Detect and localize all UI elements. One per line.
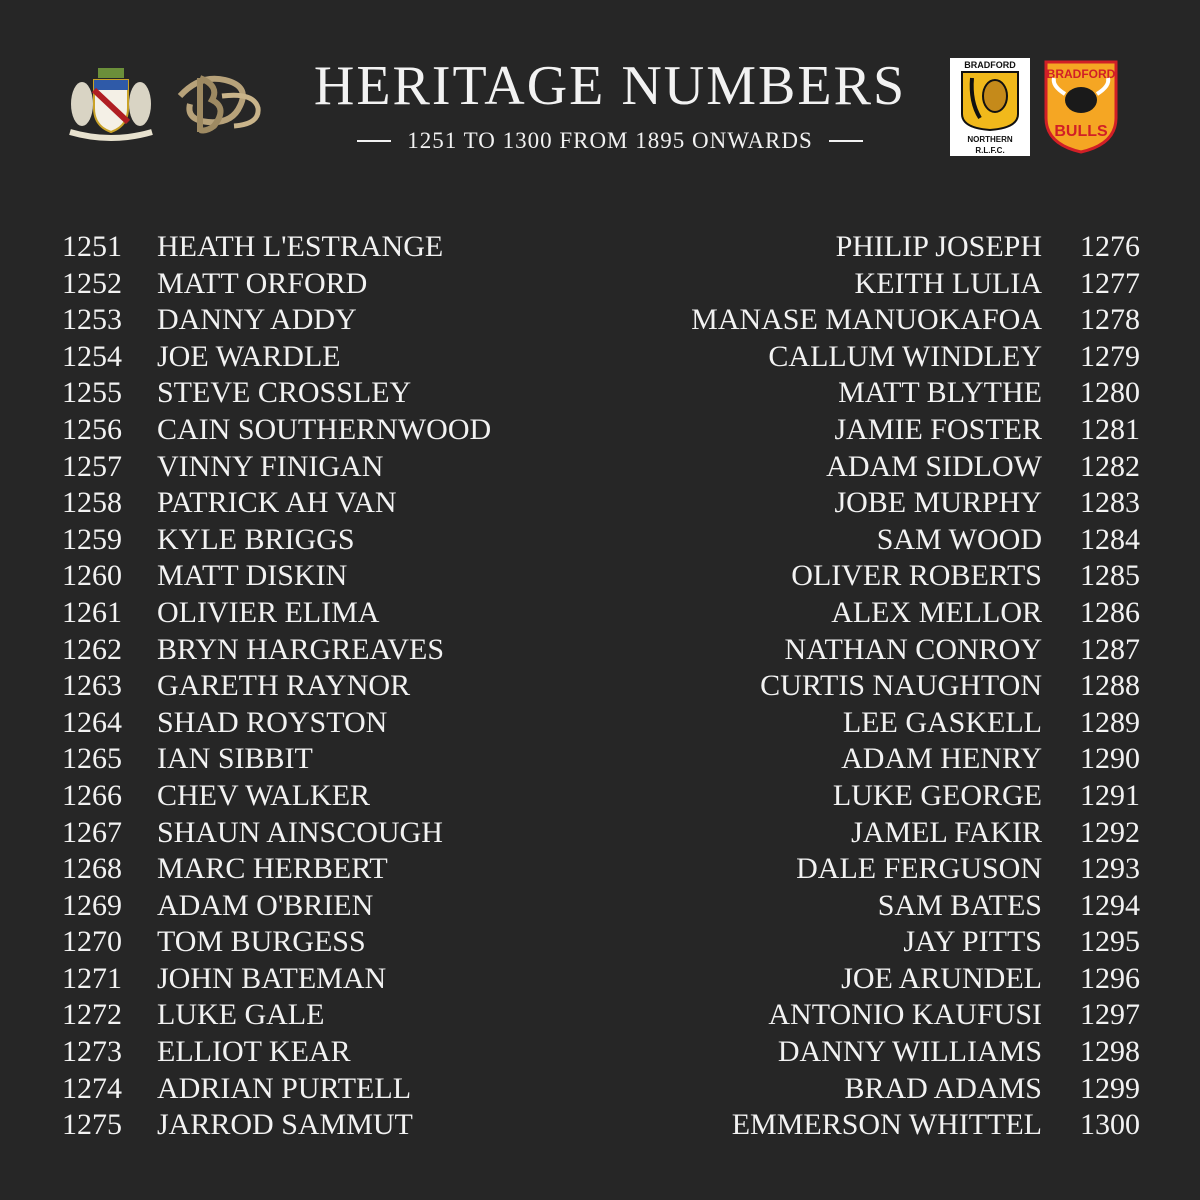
list-item [600,815,1145,852]
list-item [600,1107,1145,1144]
list-item [62,778,622,815]
player-name: STEVE CROSSLEY [157,376,412,410]
list-item [600,485,1145,522]
heritage-number: 1299 [1080,1071,1140,1105]
heritage-number: 1297 [1080,998,1140,1032]
player-name: JAMIE FOSTER [834,412,1042,446]
list-item [600,1034,1145,1071]
heritage-number: 1287 [1080,632,1140,666]
player-name: PHILIP JOSEPH [835,230,1042,263]
list-item [62,632,622,669]
player-name: MARC HERBERT [157,852,388,886]
list-item [600,302,1145,339]
list-item [600,375,1145,412]
player-name: OLIVIER ELIMA [157,595,380,629]
heritage-number: 1274 [62,1071,122,1105]
list-item [600,851,1145,888]
player-name: CHEV WALKER [157,778,371,812]
player-name: LUKE GEORGE [832,778,1042,812]
player-name: JOHN BATEMAN [157,961,387,995]
list-item [600,412,1145,449]
subtitle-text: 1251 TO 1300 FROM 1895 ONWARDS [407,128,813,153]
heritage-number: 1257 [62,449,122,483]
list-item [62,229,622,266]
heritage-number: 1284 [1080,522,1140,556]
player-name: PATRICK AH VAN [157,486,397,520]
player-name: MANASE MANUOKAFOA [691,303,1042,337]
player-name: MATT ORFORD [157,266,368,300]
list-item [62,1071,622,1108]
player-name: HEATH L'ESTRANGE [157,230,444,263]
list-item [600,741,1145,778]
list-item [62,997,622,1034]
heritage-number: 1273 [62,1035,122,1069]
player-name: CAIN SOUTHERNWOOD [157,412,492,446]
list-item [600,229,1145,266]
heritage-number: 1269 [62,888,122,922]
player-name: BRYN HARGREAVES [157,632,445,666]
heritage-number: 1280 [1080,376,1140,410]
list-item [62,815,622,852]
coat-of-arms-icon [62,62,160,142]
heritage-number: 1295 [1080,925,1140,959]
list-item [62,705,622,742]
player-name: JOE WARDLE [157,339,341,373]
list-item [600,705,1145,742]
player-name: ELLIOT KEAR [157,1035,351,1069]
list-item [62,924,622,961]
list-item [600,558,1145,595]
list-item [600,1071,1145,1108]
list-item [600,522,1145,559]
list-item [62,375,622,412]
heritage-number: 1266 [62,778,122,812]
player-name: JOBE MURPHY [834,486,1042,520]
list-item [62,522,622,559]
list-item [62,1107,622,1144]
list-item [600,924,1145,961]
player-name: VINNY FINIGAN [157,449,384,483]
heritage-number: 1285 [1080,559,1140,593]
player-name: DANNY ADDY [157,303,357,337]
list-item [62,741,622,778]
player-name: SHAD ROYSTON [157,705,388,739]
heritage-number: 1282 [1080,449,1140,483]
player-name: ALEX MELLOR [831,595,1042,629]
list-item [600,997,1145,1034]
list-item [600,668,1145,705]
heritage-number: 1277 [1080,266,1140,300]
player-name: ADRIAN PURTELL [157,1071,412,1105]
player-name: MATT DISKIN [157,559,348,593]
player-name: CURTIS NAUGHTON [760,669,1042,703]
list-item [62,412,622,449]
player-name: ADAM HENRY [841,742,1042,776]
heritage-number: 1256 [62,412,122,446]
heritage-number: 1265 [62,742,122,776]
player-name: SHAUN AINSCOUGH [157,815,443,849]
heritage-number: 1253 [62,303,122,337]
list-item [600,266,1145,303]
list-item [600,961,1145,998]
list-item [62,266,622,303]
heritage-number: 1251 [62,230,122,263]
player-name: CALLUM WINDLEY [768,339,1042,373]
player-name: OLIVER ROBERTS [791,559,1042,593]
heritage-number: 1289 [1080,705,1140,739]
player-name: EMMERSON WHITTEL [731,1108,1042,1142]
player-name: KEITH LULIA [854,266,1042,300]
heritage-number: 1275 [62,1108,122,1142]
heritage-number: 1262 [62,632,122,666]
heritage-number: 1298 [1080,1035,1140,1069]
heritage-list-right [600,229,1145,1144]
heritage-number: 1296 [1080,961,1140,995]
list-item [62,888,622,925]
divider [357,140,391,142]
list-item [600,595,1145,632]
monogram-icon [170,66,265,141]
list-item [62,339,622,376]
heritage-number: 1258 [62,486,122,520]
player-name: LEE GASKELL [842,705,1042,739]
list-item [62,851,622,888]
list-item [62,558,622,595]
heritage-number: 1261 [62,595,122,629]
player-name: KYLE BRIGGS [157,522,355,556]
heritage-number: 1300 [1080,1108,1140,1142]
list-item [600,339,1145,376]
heritage-number: 1260 [62,559,122,593]
list-item [62,302,622,339]
heritage-number: 1279 [1080,339,1140,373]
player-name: JAMEL FAKIR [851,815,1042,849]
heritage-number: 1263 [62,669,122,703]
heritage-number: 1252 [62,266,122,300]
list-item [62,595,622,632]
heritage-number: 1276 [1080,230,1140,263]
list-item [600,778,1145,815]
player-name: GARETH RAYNOR [157,669,411,703]
heritage-number: 1270 [62,925,122,959]
list-item [600,888,1145,925]
player-name: DANNY WILLIAMS [777,1035,1042,1069]
heritage-number: 1264 [62,705,122,739]
player-name: SAM BATES [877,888,1042,922]
heritage-number: 1286 [1080,595,1140,629]
player-name: BRAD ADAMS [844,1071,1042,1105]
heritage-number: 1292 [1080,815,1140,849]
list-item [62,449,622,486]
list-item [600,449,1145,486]
heritage-number: 1272 [62,998,122,1032]
player-name: ANTONIO KAUFUSI [768,998,1042,1032]
heritage-list-left [62,229,622,1144]
heritage-number: 1288 [1080,669,1140,703]
bulls-top-text: BRADFORD [1046,67,1116,81]
player-name: JAY PITTS [903,925,1042,959]
player-name: NATHAN CONROY [784,632,1042,666]
heritage-number: 1283 [1080,486,1140,520]
heritage-number: 1290 [1080,742,1140,776]
list-item [62,485,622,522]
list-item [62,961,622,998]
heritage-number: 1291 [1080,778,1140,812]
list-item [62,668,622,705]
northern-bottom-text: NORTHERN [967,135,1013,144]
bradford-bulls-logo [1038,58,1124,154]
heritage-number: 1267 [62,815,122,849]
player-name: JARROD SAMMUT [157,1108,413,1142]
heritage-number: 1278 [1080,303,1140,337]
bulls-bottom-text: BULLS [1054,123,1108,140]
player-name: ADAM O'BRIEN [157,888,374,922]
player-name: LUKE GALE [157,998,325,1032]
heritage-number: 1255 [62,376,122,410]
player-name: SAM WOOD [876,522,1042,556]
player-name: JOE ARUNDEL [841,961,1042,995]
heritage-number: 1294 [1080,888,1140,922]
bradford-northern-logo [950,58,1030,156]
northern-top-text: BRADFORD [964,60,1016,70]
page-title: HERITAGE NUMBERS [313,55,907,117]
list-item [62,1034,622,1071]
heritage-number: 1293 [1080,852,1140,886]
player-name: DALE FERGUSON [796,852,1042,886]
header [0,0,1200,180]
northern-abbr-text: R.L.F.C. [975,146,1005,155]
heritage-number: 1259 [62,522,122,556]
player-name: TOM BURGESS [157,925,366,959]
divider [829,140,863,142]
heritage-number: 1268 [62,852,122,886]
heritage-number: 1254 [62,339,122,373]
player-name: IAN SIBBIT [157,742,313,776]
page-subtitle [300,128,920,154]
list-item [600,632,1145,669]
heritage-number: 1281 [1080,412,1140,446]
player-name: ADAM SIDLOW [826,449,1042,483]
player-name: MATT BLYTHE [838,376,1042,410]
heritage-number: 1271 [62,961,122,995]
